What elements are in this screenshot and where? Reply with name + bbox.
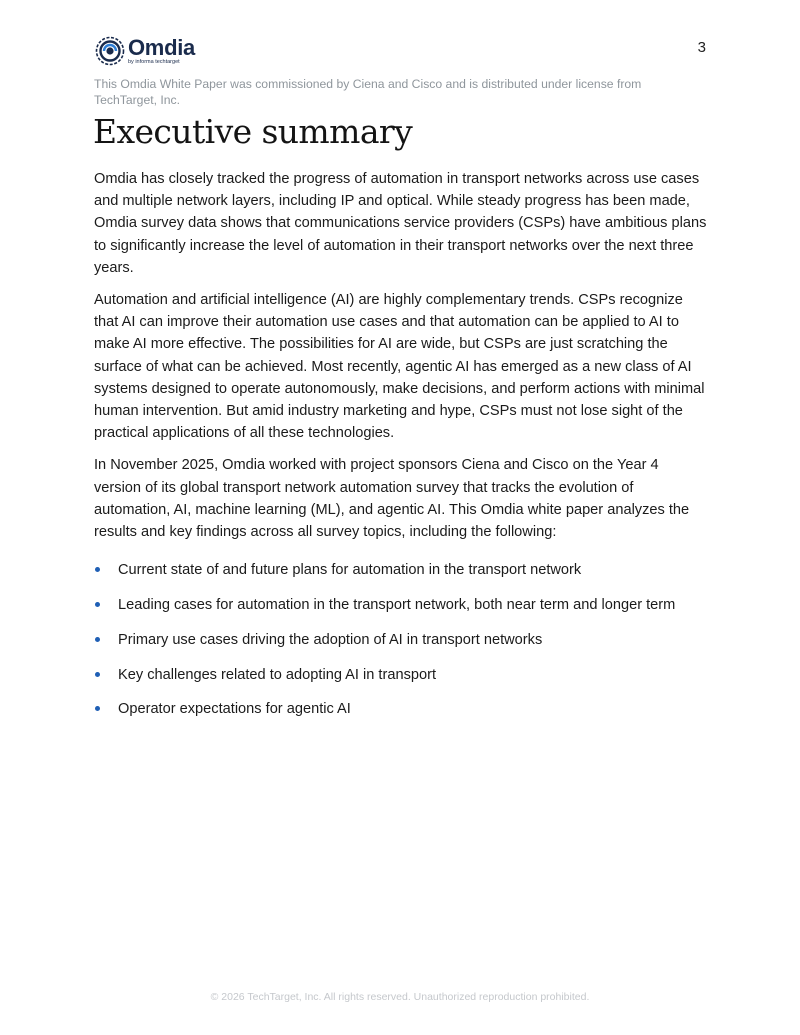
body-text — [94, 168, 708, 733]
bullet-icon — [95, 637, 100, 642]
omdia-logo — [95, 36, 195, 66]
bullet-icon — [95, 567, 100, 572]
paragraph: In November 2025, Omdia worked with project sponsors Ciena and Cisco on the Year 4 version of its global transport network automation survey that tracks the evolution of automation, AI, machine learning (ML), and agentic AI. This Omdia white paper analyzes the results and key findings across all survey topics, including the following: — [94, 457, 690, 541]
list-item-text: Key challenges related to adopting AI in transport — [118, 666, 437, 683]
bullet-icon — [95, 602, 100, 607]
list-item-text: Primary use cases driving the adoption of AI in transport networks — [118, 631, 543, 648]
list-item — [94, 559, 708, 581]
bullet-list — [94, 559, 708, 720]
list-item — [94, 629, 708, 651]
bullet-icon — [95, 706, 100, 711]
page-title: Executive summary — [93, 112, 413, 151]
logo-wordmark: Omdia — [128, 34, 195, 60]
list-item-text: Leading cases for automation in the transport network, both near term and longer term — [118, 597, 676, 614]
paragraph: Automation and artificial intelligence (AI) are highly complementary trends. CSPs recognize that AI can improve their automation use cases and that automation can be applied to AI to make AI more effective. The possibilities for AI are wide, but CSPs are just scratching the surface of what can be achieved. Most recently, agentic AI has emerged as a new class of AI systems designed to operate autonomously, make decisions, and perform actions with minimal human intervention. But amid industry marketing and hype, CSPs must not lose sight of the practical applications of all these technologies. — [94, 292, 705, 442]
paragraph: Omdia has closely tracked the progress of automation in transport networks across use cases and multiple network layers, including IP and optical. While steady progress has been made, Omdia survey data shows that communications service providers (CSPs) have ambitious plans to significantly increase the level of automation in their transport networks over the next three years. — [94, 171, 707, 276]
omdia-logo-icon — [95, 36, 125, 66]
list-item-text: Current state of and future plans for automation in the transport network — [118, 562, 582, 579]
list-item-text: Operator expectations for agentic AI — [118, 701, 351, 718]
logo-subtext: by informa techtarget — [128, 58, 180, 65]
bullet-icon — [95, 672, 100, 677]
license-notice: This Omdia White Paper was commissioned by Ciena and Cisco and is distributed under license from TechTarget, Inc. — [94, 77, 642, 107]
list-item — [94, 594, 708, 616]
list-item — [94, 664, 708, 686]
list-item — [94, 698, 708, 720]
page-number: 3 — [697, 39, 706, 56]
copyright-footer: © 2026 TechTarget, Inc. All rights reserved. Unauthorized reproduction prohibited. — [210, 991, 590, 1003]
